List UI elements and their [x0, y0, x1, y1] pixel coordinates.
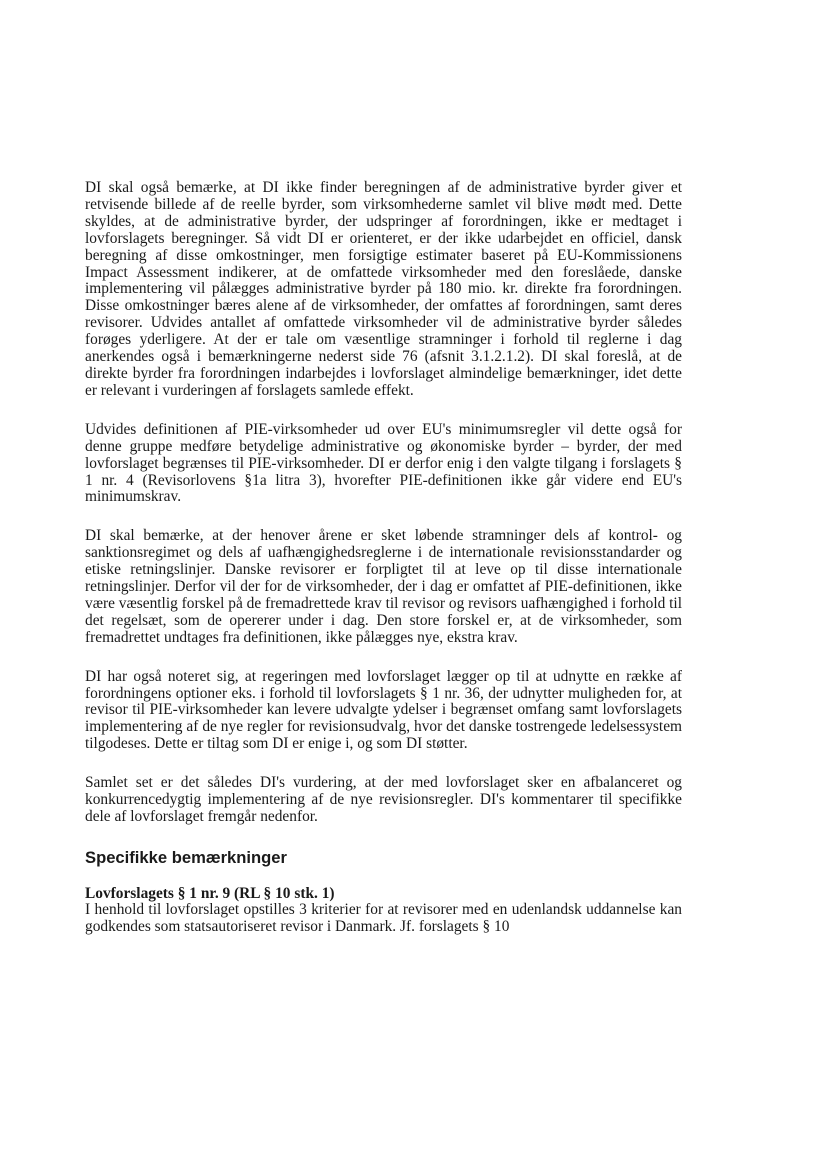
section-heading: Specifikke bemærkninger	[85, 847, 287, 867]
subsection-heading: Lovforslagets § 1 nr. 9 (RL § 10 stk. 1)	[85, 884, 335, 902]
paragraph-administrative-burdens: DI skal også bemærke, at DI ikke finder beregningen af de administrative byrder giver et retvisende billede af de reelle byrder, som virksomhederne samlet vil blive mødt med. Dette skyldes, at de administrative byrder, der udspringer af forordningen, ikke er medtaget i lovforslagets beregninger. Så vidt DI er orienteret, er der ikke udarbejdet en officiel, dansk beregning af disse omkostninger, men forsigtige estimater baseret på EU-Kommissionens Impact Assessment indikerer, at de omfattede virksomheder med den foreslåede, danske implementering vil pålægges administrative byrder på 180 mio. kr. direkte fra forordningen. Disse omkostninger bæres alene af de virksomheder, der omfattes af forordningen, samt deres revisorer. Udvides antallet af omfattede virksomheder vil de administrative byrder således forøges yderligere. At der er tale om væsentlige stramninger i forhold til reglerne i dag anerkendes også i bemærkningerne nederst side 76 (afsnit 3.1.2.1.2). DI skal foreslå, at de direkte byrder fra forordningen indarbejdes i lovforslaget almindelige bemærkninger, idet dette er relevant i vurderingen af forslagets samlede effekt.	[85, 179, 682, 399]
subsection-paragraph: I henhold til lovforslaget opstilles 3 kriterier for at revisorer med en udenlandsk uddannelse kan godkendes som statsautoriseret revisor i Danmark. Jf. forslagets § 10	[85, 900, 682, 935]
paragraph-pie-definition: Udvides definitionen af PIE-virksomheder ud over EU's minimumsregler vil dette også for denne gruppe medføre betydelige administrative og økonomiske byrder – byrder, der med lovforslaget begrænses til PIE-virksomheder. DI er derfor enig i den valgte tilgang i forslagets § 1 nr. 4 (Revisorlovens §1a litra 3), hvorefter PIE-definitionen ikke går videre end EU's minimumskrav.	[85, 420, 682, 506]
paragraph-regulation-options: DI har også noteret sig, at regeringen med lovforslaget lægger op til at udnytte en række af forordningens optioner eks. i forhold til lovforslagets § 1 nr. 36, der udnytter muligheden for, at revisor til PIE-virksomheder kan levere udvalgte ydelser i begrænset omfang samt lovforslagets implementering af de nye regler for revisionsudvalg, hvor det danske tostrengede ledelsessystem tilgodeses. Dette er tiltag som DI er enige i, og som DI støtter.	[85, 667, 682, 753]
paragraph-overall-assessment: Samlet set er det således DI's vurdering, at der med lovforslaget sker en afbalanceret og konkurrencedygtig implementering af de nye revisionsregler. DI's kommentarer til specifikke dele af lovforslaget fremgår nedenfor.	[85, 774, 682, 825]
paragraph-independence-rules: DI skal bemærke, at der henover årene er sket løbende stramninger dels af kontrol- og sanktionsregimet og dels af uafhængighedsreglerne i de internationale revisionsstandarder og etiske retningslinjer. Danske revisorer er forpligtet til at leve op til disse internationale retningslinjer. Derfor vil der for de virksomheder, der i dag er omfattet af PIE-definitionen, ikke være væsentlig forskel på de fremadrettede krav til revisor og revisors uafhængighed i forhold til det regelsæt, som de opererer under i dag. Den store forskel er, at de virksomheder, som fremadrettet undtages fra definitionen, ikke pålægges nye, ekstra krav.	[85, 527, 682, 646]
